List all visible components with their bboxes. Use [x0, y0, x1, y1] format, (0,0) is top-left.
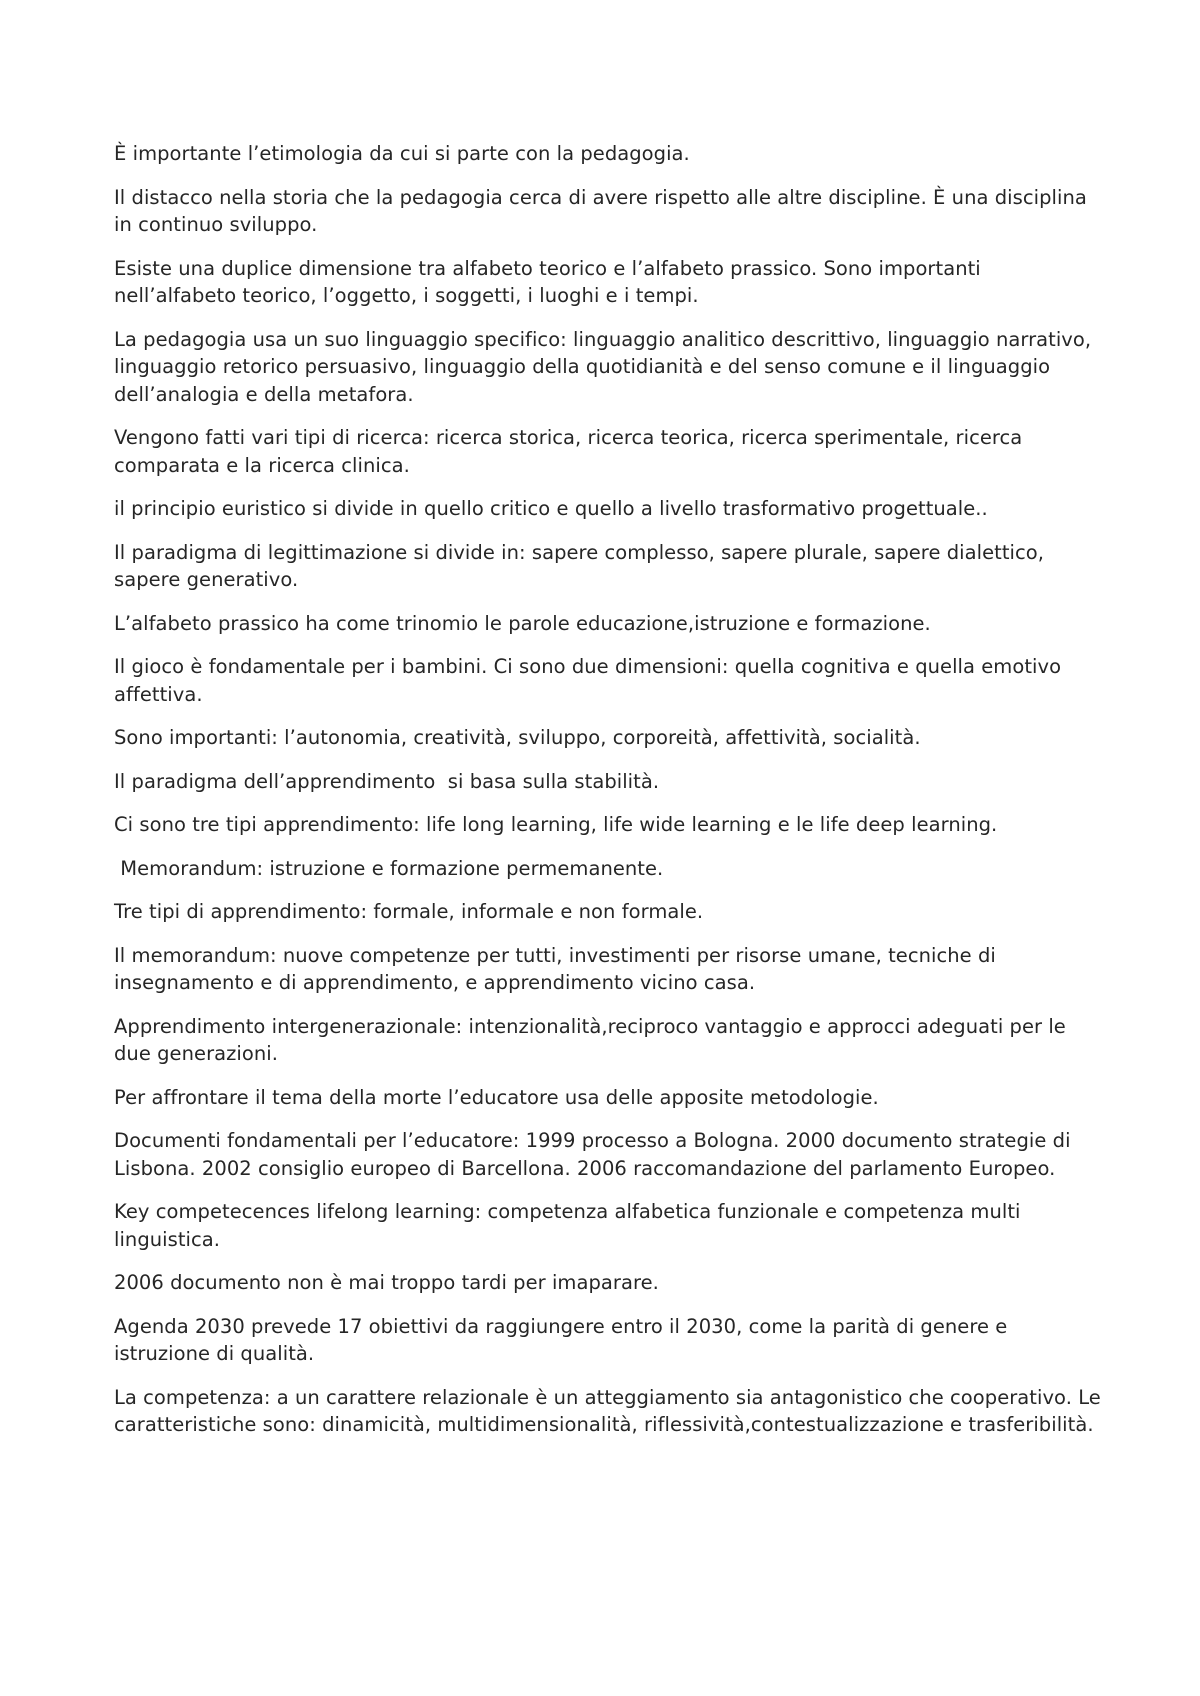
paragraph: La competenza: a un carattere relazionale è un atteggiamento sia antagonistico che cooperativo. Le caratteristiche sono: dinamicità, multidimensionalità, riflessività,contestualizzazione e trasferibilità.	[114, 1385, 1108, 1436]
paragraph: Esiste una duplice dimensione tra alfabeto teorico e l’alfabeto prassico. Sono importanti nell’alfabeto teorico, l’oggetto, i soggetti, i luoghi e i tempi.	[114, 256, 988, 307]
paragraph: Sono importanti: l’autonomia, creatività, sviluppo, corporeità, affettività, socialità.	[114, 726, 921, 749]
paragraph: Agenda 2030 prevede 17 obiettivi da raggiungere entro il 2030, come la parità di genere e istruzione di qualità.	[114, 1314, 1014, 1365]
paragraph: Key competecences lifelong learning: competenza alfabetica funzionale e competenza multi linguistica.	[114, 1200, 1027, 1251]
paragraph: Il distacco nella storia che la pedagogia cerca di avere rispetto alle altre discipline. È una disciplina in continuo sviluppo.	[114, 185, 1094, 236]
paragraph: Apprendimento intergenerazionale: intenzionalità,reciproco vantaggio e approcci adeguati per le due generazioni.	[114, 1014, 1073, 1065]
paragraph: Ci sono tre tipi apprendimento: life long learning, life wide learning e le life deep learning.	[114, 813, 998, 836]
paragraph: Memorandum: istruzione e formazione permemanente.	[114, 856, 664, 880]
paragraph: L’alfabeto prassico ha come trinomio le parole educazione,istruzione e formazione.	[114, 611, 931, 635]
paragraph: Vengono fatti vari tipi di ricerca: ricerca storica, ricerca teorica, ricerca sperimentale, ricerca comparata e la ricerca clinica.	[114, 426, 1029, 477]
paragraph: Documenti fondamentali per l’educatore: 1999 processo a Bologna. 2000 documento strategie di Lisbona. 2002 consiglio europeo di Barcellona. 2006 raccomandazione del parlamento Europeo.	[114, 1129, 1077, 1180]
paragraph: 2006 documento non è mai troppo tardi per imaparare.	[114, 1271, 659, 1294]
paragraph: Tre tipi di apprendimento: formale, informale e non formale.	[114, 900, 704, 923]
paragraph: Il memorandum: nuove competenze per tutti, investimenti per risorse umane, tecniche di insegnamento e di apprendimento, e apprendimento vicino casa.	[114, 943, 1003, 994]
paragraph: Il gioco è fondamentale per i bambini. Ci sono due dimensioni: quella cognitiva e quella emotivo affettiva.	[114, 655, 1068, 706]
paragraph: È importante l’etimologia da cui si parte con la pedagogia.	[114, 142, 690, 165]
paragraph: La pedagogia usa un suo linguaggio specifico: linguaggio analitico descrittivo, linguaggio narrativo, linguaggio retorico persuasivo, linguaggio della quotidianità e del senso comune e il linguaggio dell’analogia e della metafora.	[114, 327, 1098, 406]
paragraph: il principio euristico si divide in quello critico e quello a livello trasformativo progettuale..	[114, 497, 988, 520]
document-body	[114, 140, 1108, 1455]
paragraph: Per affrontare il tema della morte l’educatore usa delle apposite metodologie.	[114, 1085, 879, 1109]
paragraph: Il paradigma di legittimazione si divide in: sapere complesso, sapere plurale, sapere dialettico, sapere generativo.	[114, 540, 1051, 591]
paragraph: Il paradigma dell’apprendimento si basa sulla stabilità.	[114, 769, 660, 793]
